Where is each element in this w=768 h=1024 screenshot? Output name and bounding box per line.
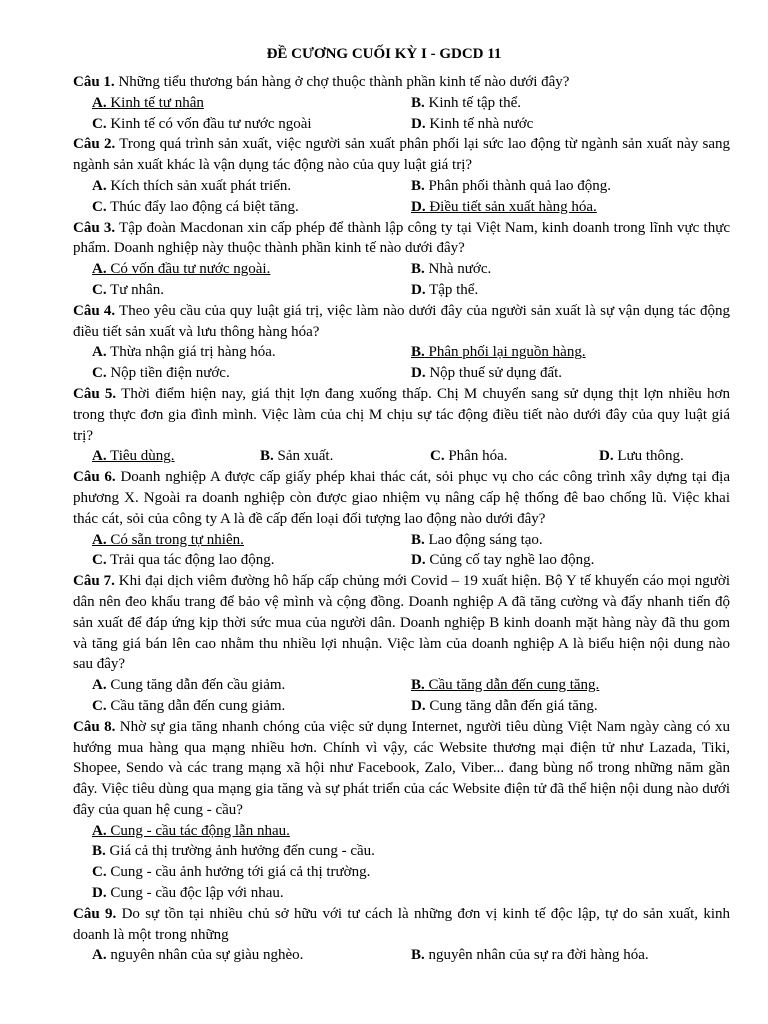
option-b[interactable]: B. Phân phối lại nguồn hàng. xyxy=(411,344,586,361)
question-7 xyxy=(73,571,730,675)
option-d[interactable]: D. Cung tăng dẫn đến giá tăng. xyxy=(411,697,598,714)
option-row xyxy=(73,675,730,696)
option-row xyxy=(73,446,730,467)
option-row xyxy=(73,280,730,301)
option-row xyxy=(73,176,730,197)
option-row xyxy=(73,945,730,966)
option-a[interactable]: A. Có sẵn trong tự nhiên. xyxy=(92,531,244,548)
option-b[interactable]: B. Kinh tế tập thể. xyxy=(411,94,521,111)
question-number: Câu 6. xyxy=(73,469,116,486)
option-row xyxy=(73,342,730,363)
option-d[interactable]: D. Tập thể. xyxy=(411,281,479,298)
question-9 xyxy=(73,904,730,946)
question-number: Câu 1. xyxy=(73,74,115,90)
question-number: Câu 4. xyxy=(73,302,116,319)
question-number: Câu 5. xyxy=(73,385,117,402)
option-d[interactable]: D. Điều tiết sản xuất hàng hóa. xyxy=(411,198,597,215)
option-row xyxy=(73,550,730,571)
question-number: Câu 2. xyxy=(73,136,116,153)
question-6 xyxy=(73,467,730,529)
option-b[interactable]: B. Phân phối thành quả lao động. xyxy=(411,177,611,194)
question-8 xyxy=(73,717,730,821)
option-c[interactable]: C. Tư nhân. xyxy=(92,281,165,298)
question-number: Câu 3. xyxy=(73,219,116,236)
option-a[interactable]: A. Tiêu dùng. xyxy=(92,448,175,465)
question-list xyxy=(73,72,730,966)
question-number: Câu 7. xyxy=(73,573,115,590)
question-text: Tập đoàn Macdonan xin cấp phép để thành lập công ty tại Việt Nam, kinh doanh trong lĩnh vực thực phẩm. Doanh nghiệp này thuộc thành phần kinh tế nào dưới đây? xyxy=(73,219,730,257)
option-c[interactable]: C. Cung - cầu ảnh hưởng tới giá cả thị trường. xyxy=(92,864,371,881)
question-2 xyxy=(73,134,730,176)
option-c[interactable]: C. Trải qua tác động lao động. xyxy=(92,552,275,569)
question-number: Câu 8. xyxy=(73,718,116,735)
option-row xyxy=(73,530,730,551)
option-row xyxy=(73,821,730,842)
option-d[interactable]: D. Kinh tế nhà nước xyxy=(411,115,534,132)
option-b[interactable]: B. Cầu tăng dẫn đến cung tăng. xyxy=(411,677,600,694)
option-row xyxy=(73,114,730,135)
option-b[interactable]: B. nguyên nhân của sự ra đời hàng hóa. xyxy=(411,947,649,964)
option-c[interactable]: C. Phân hóa. xyxy=(430,448,508,465)
question-3 xyxy=(73,218,730,260)
option-b[interactable]: B. Giá cả thị trường ảnh hưởng đến cung - cầu. xyxy=(92,843,375,860)
question-4 xyxy=(73,301,730,343)
option-c[interactable]: C. Kinh tế có vốn đầu tư nước ngoài xyxy=(92,115,312,132)
question-text: Những tiểu thương bán hàng ở chợ thuộc thành phần kinh tế nào dưới đây? xyxy=(114,74,570,90)
option-row xyxy=(73,696,730,717)
option-d[interactable]: D. Cung - cầu độc lập với nhau. xyxy=(92,885,284,902)
option-c[interactable]: C. Nộp tiền điện nước. xyxy=(92,365,230,382)
option-d[interactable]: D. Củng cố tay nghề lao động. xyxy=(411,552,595,569)
question-1 xyxy=(73,72,730,93)
option-row xyxy=(73,93,730,114)
option-d[interactable]: D. Nộp thuế sử dụng đất. xyxy=(411,365,563,382)
option-row xyxy=(73,862,730,883)
question-number: Câu 9. xyxy=(73,905,117,922)
option-b[interactable]: B. Lao động sáng tạo. xyxy=(411,531,543,548)
option-d[interactable]: D. Lưu thông. xyxy=(599,448,684,465)
document-title: ĐỀ CƯƠNG CUỐI KỲ I - GDCD 11 xyxy=(266,46,502,62)
option-c[interactable]: C. Cầu tăng dẫn đến cung giảm. xyxy=(92,697,286,714)
option-a[interactable]: A. Kinh tế tư nhân xyxy=(92,94,204,111)
question-text: Do sự tồn tại nhiều chủ sở hữu với tư cách là những đơn vị kinh tế độc lập, tự do sản xuất, kinh doanh là một trong những xyxy=(73,905,730,943)
question-text: Theo yêu cầu của quy luật giá trị, việc làm nào dưới đây của người sản xuất là sự vận dụng tác động điều tiết sản xuất và lưu thông hàng hóa? xyxy=(73,302,730,340)
option-row xyxy=(73,841,730,862)
option-c[interactable]: C. Thúc đẩy lao động cá biệt tăng. xyxy=(92,198,299,215)
question-text: Trong quá trình sản xuất, việc người sản xuất phân phối lại sức lao động từ ngành sản xuất này sang ngành sản xuất khác là vận dụng tác động nào của quy luật giá trị? xyxy=(73,136,730,174)
option-row xyxy=(73,363,730,384)
option-a[interactable]: A. Thừa nhận giá trị hàng hóa. xyxy=(92,344,276,361)
option-a[interactable]: A. Có vốn đầu tư nước ngoài. xyxy=(92,261,271,278)
option-a[interactable]: A. Kích thích sản xuất phát triển. xyxy=(92,177,292,194)
option-row xyxy=(73,883,730,904)
option-a[interactable]: A. Cung tăng dẫn đến cầu giảm. xyxy=(92,677,286,694)
option-row xyxy=(73,259,730,280)
option-row xyxy=(73,197,730,218)
question-text: Khi đại dịch viêm đường hô hấp cấp chủng mới Covid – 19 xuất hiện. Bộ Y tế khuyến cáo mọi người dân nên đeo khẩu trang để bảo vệ mình và cộng đồng. Doanh nghiệp A đã tăng cường và đẩy nhanh tiến độ sản xuất để đáp ứng kịp thời sức mua của người dân. Doanh nghiệp B kinh doanh mặt hàng này đã thu gom và tăng giá bán lên cao nhằm thu nhiều lợi nhuận. Việc làm của doanh nghiệp A là biểu hiện nội dung nào sau đây? xyxy=(73,573,730,673)
option-a[interactable]: A. nguyên nhân của sự giàu nghèo. xyxy=(92,947,304,964)
option-a[interactable]: A. Cung - cầu tác động lẫn nhau. xyxy=(92,822,290,839)
question-text: Nhờ sự gia tăng nhanh chóng của việc sử dụng Internet, người tiêu dùng Việt Nam ngày càng có xu hướng mua hàng qua mạng nhiều hơn. Chính vì vậy, các Website thương mại điện tử như Lazada, Tiki, Shopee, Sendo và các trang mạng xã hội như Facebook, Zalo, Viber... đang bùng nổ trong những năm gần đây. Việc tiêu dùng qua mạng gia tăng và sự phát triển của các Website điện tử đã thể hiện nội dung nào dưới đây của quan hệ cung - cầu? xyxy=(73,718,730,818)
question-text: Thời điểm hiện nay, giá thịt lợn đang xuống thấp. Chị M chuyển sang sử dụng thịt lợn nhiều hơn trong thực đơn gia đình mình. Việc làm của chị M chịu sự tác động điều tiết nào dưới đây của quy luật giá trị? xyxy=(73,385,730,444)
option-b[interactable]: B. Sản xuất. xyxy=(260,448,334,465)
question-5 xyxy=(73,384,730,446)
question-text: Doanh nghiệp A được cấp giấy phép khai thác cát, sỏi phục vụ cho các công trình xây dựng tại địa phương X. Ngoài ra doanh nghiệp còn được giao nhiệm vụ nâng cấp hệ thống đê bao chống lũ. Việc khai thác cát, sỏi của công ty A là đề cấp đến loại đối tượng lao động nào dưới đây? xyxy=(73,469,730,527)
option-b[interactable]: B. Nhà nước. xyxy=(411,261,492,278)
